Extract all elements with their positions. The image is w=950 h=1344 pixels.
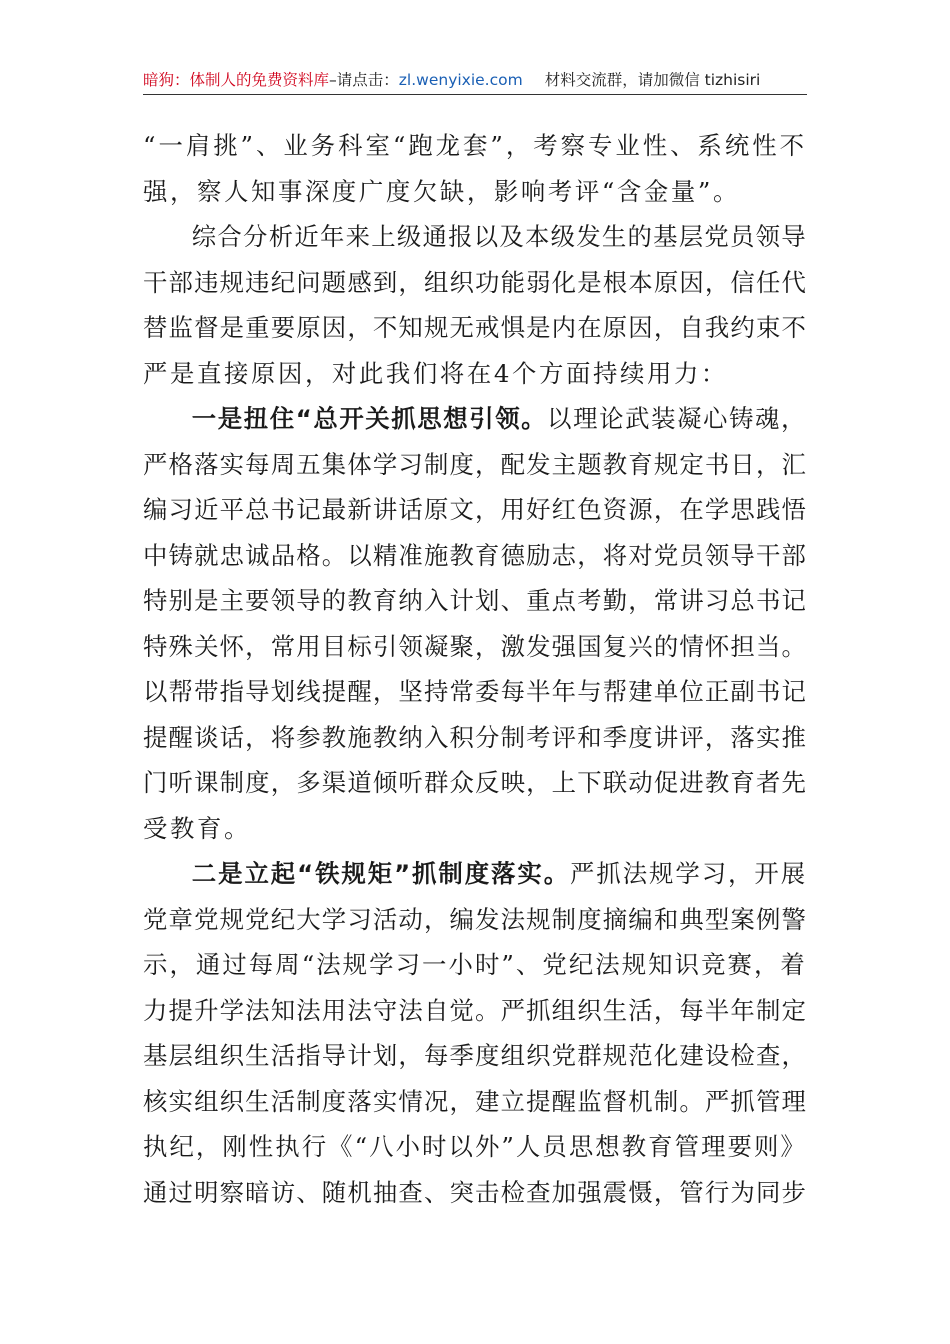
text-line: 特别是主要领导的教育纳入计划、重点考勤，常讲习总书记 bbox=[143, 586, 808, 615]
text-line: 力提升学法知法用法守法自觉。严抓组织生活，每半年制定 bbox=[143, 995, 808, 1025]
text-line: 编习近平总书记最新讲话原文，用好红色资源，在学思践悟 bbox=[143, 495, 808, 524]
header-site-name: 暗狗：体制人的免费资料库 bbox=[143, 71, 330, 89]
paragraph-point-one bbox=[143, 396, 807, 851]
text-line bbox=[143, 396, 807, 442]
header-click-prompt: –请点击： bbox=[329, 71, 399, 89]
text-line: 严格落实每周五集体学习制度，配发主题教育规定书日，汇 bbox=[143, 449, 808, 479]
text-line: 核实组织生活制度落实情况，建立提醒监督机制。严抓管理 bbox=[143, 1086, 808, 1116]
point-one-first-text: 以理论武装凝心铸魂， bbox=[547, 404, 807, 433]
text-line: 示，通过每周“法规学习一小时”、党纪法规知识竞赛，着 bbox=[143, 950, 807, 979]
page-header bbox=[143, 68, 807, 90]
text-line: 受教育。 bbox=[143, 813, 251, 843]
paragraph-point-two bbox=[143, 851, 807, 1215]
text-line: 强，察人知事深度广度欠缺，影响考评“含金量”。 bbox=[143, 176, 740, 206]
point-two-first-text: 严抓法规学习，开展 bbox=[570, 859, 808, 888]
point-one-heading: 一是扭住“总开关抓思想引领。 bbox=[191, 404, 548, 433]
text-line: 门听课制度，多渠道倾听群众反映，上下联动促进教育者先 bbox=[143, 768, 808, 797]
text-line: 综合分析近年来上级通报以及本级发生的基层党员领导 bbox=[191, 222, 807, 251]
text-line: 提醒谈话，将参教施教纳入积分制考评和季度讲评，落实推 bbox=[143, 722, 808, 752]
paragraph-continued bbox=[143, 123, 807, 214]
header-contact: 材料交流群，请加微信 tizhisiri bbox=[544, 71, 761, 89]
text-line: 中铸就忠诚品格。以精准施教育德励志，将对党员领导干部 bbox=[143, 540, 808, 570]
text-line bbox=[143, 851, 807, 897]
document-body bbox=[143, 123, 807, 1215]
text-line: 党章党规党纪大学习活动，编发法规制度摘编和典型案例警 bbox=[143, 904, 808, 934]
point-two-heading: 二是立起“铁规矩”抓制度落实。 bbox=[191, 859, 571, 888]
text-line: 特殊关怀，常用目标引领凝聚，激发强国复兴的情怀担当。 bbox=[143, 631, 808, 661]
text-line: 执纪，刚性执行《“八小时以外”人员思想教育管理要则》 bbox=[143, 1132, 807, 1161]
text-line: “一肩挑”、业务科室“跑龙套”，考察专业性、系统性不 bbox=[143, 131, 807, 160]
paragraph-analysis bbox=[143, 214, 807, 396]
text-line: 严是直接原因，对此我们将在4个方面持续用力： bbox=[143, 358, 728, 388]
text-line: 基层组织生活指导计划，每季度组织党群规范化建设检查， bbox=[143, 1041, 808, 1070]
text-line: 以帮带指导划线提醒，坚持常委每半年与帮建单位正副书记 bbox=[143, 677, 808, 706]
header-url-link[interactable]: zl.wenyixie.com bbox=[398, 71, 523, 89]
text-line: 干部违规违纪问题感到，组织功能弱化是根本原因，信任代 bbox=[143, 267, 808, 297]
text-line: 替监督是重要原因，不知规无戒惧是内在原因，自我约束不 bbox=[143, 313, 808, 342]
header-divider bbox=[143, 94, 807, 95]
text-line: 通过明察暗访、随机抽查、突击检查加强震慑，管行为同步 bbox=[143, 1177, 808, 1207]
